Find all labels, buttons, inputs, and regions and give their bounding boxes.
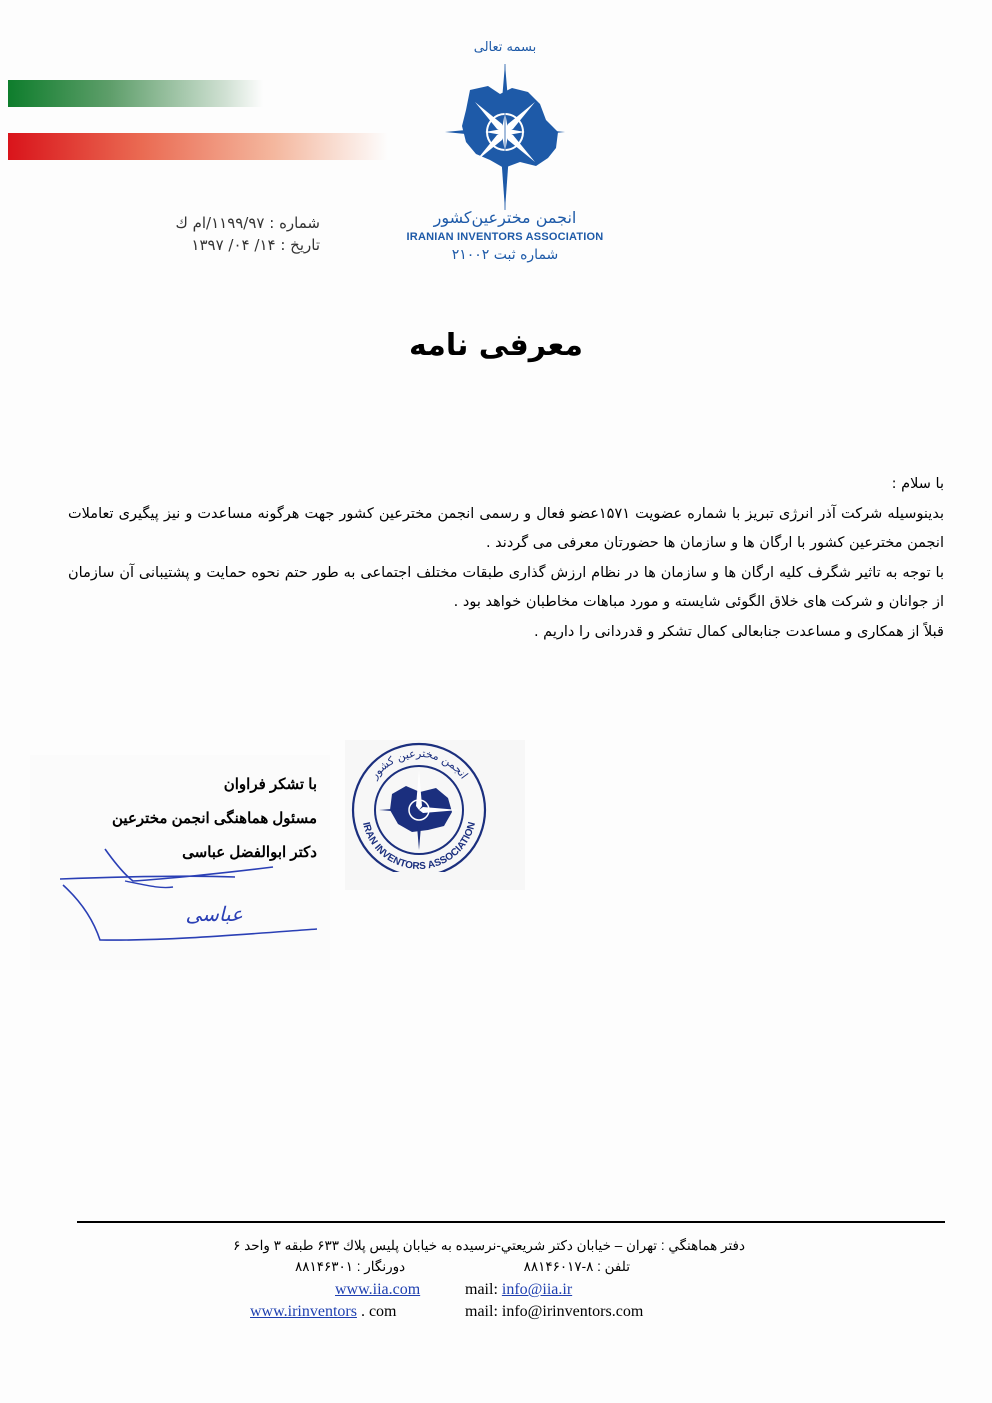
flag-green-bar xyxy=(8,80,263,107)
footer-divider xyxy=(77,1221,945,1223)
bismillah: بسمه تعالی xyxy=(473,40,537,55)
email-label: mail: xyxy=(465,1281,502,1298)
handwritten-signature xyxy=(55,845,325,955)
email-link-iia[interactable]: info@iia.ir xyxy=(501,1281,573,1298)
paragraph-1: بدینوسیله شرکت آذر انرژی تبریز با شماره عضویت ۱۵۷۱عضو فعال و رسمی انجمن مخترعین کشور جهت هرگونه مساعدت و نیز پیگیری تعاملات انجمن مخترعین کشور با ارگان ها و سازمان ها حضورتان معرفی می گردند . xyxy=(68,505,944,551)
signature-thanks: با تشکر فراوان xyxy=(223,776,317,793)
stamp-text-en: IRAN INVENTORS ASSOCIATION xyxy=(360,820,478,872)
email-row-iia xyxy=(465,1281,572,1299)
greeting: با سلام : xyxy=(891,476,944,492)
compass-logo-icon xyxy=(440,62,570,210)
stamp-text-fa: انجمن مخترعین کشور xyxy=(367,746,471,782)
website-suffix: . com xyxy=(356,1303,397,1320)
footer-address: دفتر هماهنگي : تهران – خيابان دكتر شريعتي-نرسيده به خيابان پليس پلاك ۶۳۳ طبقه ۳ واحد ۶ xyxy=(233,1238,745,1253)
flag-red-bar xyxy=(8,133,388,160)
closing: قبلاً از همکاری و مساعدت جنابعالی کمال تشکر و قدردانی را داریم . xyxy=(533,623,944,640)
signature-handwritten-text: عباسی xyxy=(185,902,243,926)
footer-fax: دورنگار : ۸۸۱۴۶۳۰۱ xyxy=(295,1259,406,1274)
website-link-irinventors[interactable]: www.irinventors xyxy=(250,1303,357,1320)
footer-phone: تلفن : ۸-۸۸۱۴۶۰۱۷ xyxy=(523,1259,630,1274)
association-stamp-icon xyxy=(348,742,490,872)
signature-position: مسئول هماهنگی انجمن مخترعین xyxy=(112,810,317,827)
registration-number: شماره ثبت ۲۱۰۰۲ xyxy=(451,247,559,263)
email-irinventors: mail: info@irinventors.com xyxy=(465,1303,644,1320)
letter-number: شماره : ۱۱۹۹/۹۷/ام ك xyxy=(175,214,320,232)
letter-body xyxy=(68,470,944,647)
footer-contacts xyxy=(295,1259,630,1275)
paragraph-2: با توجه به تاثیر شگرف کلیه ارگان ها و سازمان ها در نظام ارزش گذاری طبقات مختلف اجتماعی به طور حتم نحوه حمایت و پشتیبانی آن سازمان از جوانان و شرکت های خلاق الگوئی شایسته و مورد مباهات مخاطبان خواهد بود . xyxy=(68,564,944,610)
website-irinventors xyxy=(250,1303,397,1321)
org-name-en: IRANIAN INVENTORS ASSOCIATION xyxy=(406,231,604,243)
letter-date: تاریخ : ۱۴/ ۰۴/ ۱۳۹۷ xyxy=(191,236,320,254)
website-link-iia[interactable]: www.iia.com xyxy=(335,1281,421,1298)
org-name-fa: انجمن مخترعین‌کشور xyxy=(433,208,577,227)
page-title: معرفی نامه xyxy=(409,328,583,363)
signature-name: دکتر ابوالفضل عباسی xyxy=(182,844,317,861)
